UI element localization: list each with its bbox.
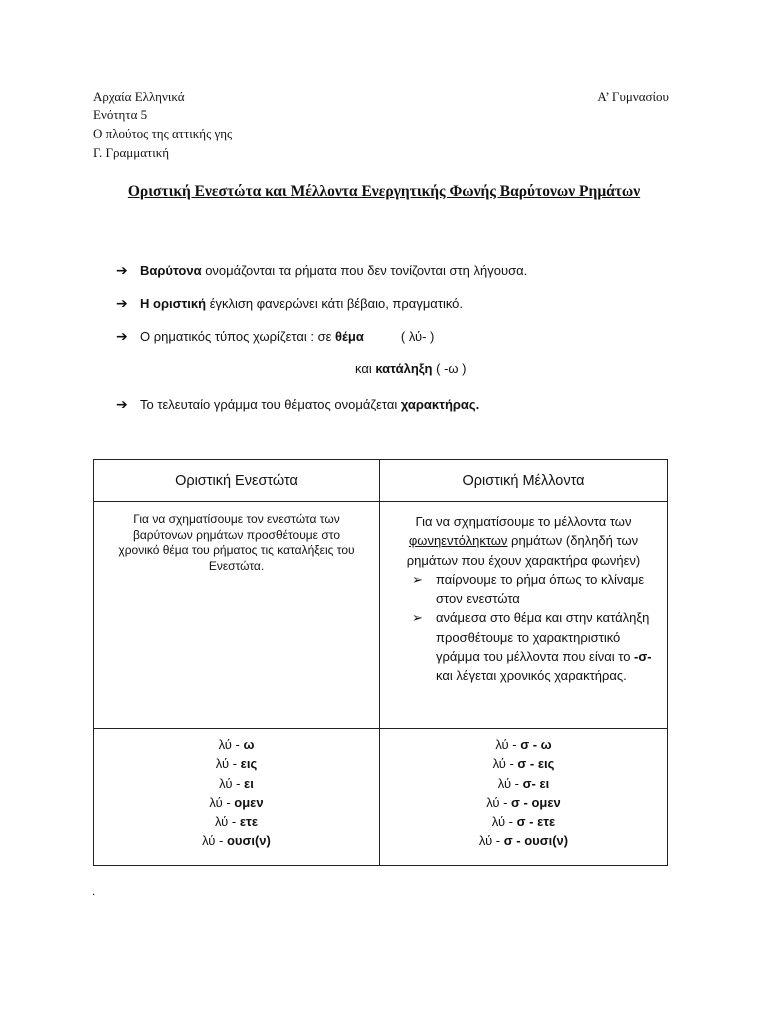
bullet-bold: Η οριστική — [140, 296, 207, 311]
arrowhead-icon: ➢ — [412, 571, 423, 587]
bullet-item — [116, 294, 463, 313]
bullet-suffix: ( -ω ) — [432, 361, 467, 376]
future-form: λύ - σ - ετε — [491, 814, 556, 830]
present-form: λύ - ει — [219, 775, 254, 791]
arrow-icon: ➔ — [116, 295, 128, 311]
unit-label: Ενότητα 5 — [93, 107, 148, 122]
bullet-bold: θέμα — [335, 329, 364, 344]
present-forms — [94, 729, 380, 866]
arrow-icon: ➔ — [116, 396, 128, 412]
present-form: λύ - ουσι(ν) — [202, 833, 271, 849]
header-future: Οριστική Μέλλοντα — [380, 460, 668, 502]
header-present: Οριστική Ενεστώτα — [94, 460, 380, 502]
table-row — [94, 729, 668, 866]
bullet-text: Το τελευταίο γράμμα του θέματος ονομάζεται — [140, 397, 401, 412]
present-description: Για να σχηματίσουμε τον ενεστώτα των βαρύτονων ρημάτων προσθέτουμε στο χρονικό θέμα του ρήματος τις καταλήξεις του Ενεστώτα. — [94, 502, 380, 729]
arrowhead-icon: ➢ — [412, 610, 423, 626]
bullet-text: έγκλιση φανερώνει κάτι βέβαιο, πραγματικό. — [206, 296, 464, 311]
bullet-suffix: ( λύ- ) — [400, 329, 435, 344]
underlined-term: φωνηεντόληκτων — [408, 533, 508, 549]
future-description — [380, 502, 668, 729]
future-form: λύ - σ - ουσι(ν) — [478, 833, 569, 849]
future-form: λύ - σ - εις — [492, 756, 555, 772]
sigma-marker: -σ- — [634, 649, 652, 665]
bullet-bold: Βαρύτονα — [140, 263, 202, 278]
arrow-icon: ➔ — [116, 262, 128, 278]
section-label: Γ. Γραμματική — [93, 145, 170, 160]
present-form: λύ - εις — [215, 756, 258, 772]
bullet-bold: χαρακτήρας. — [400, 397, 480, 412]
future-form: λύ - σ- ει — [497, 775, 550, 791]
future-form: λύ - σ - ομεν — [486, 794, 561, 810]
future-step-1: ➢ παίρνουμε το ρήμα όπως το κλίναμε στον ενεστώτα — [386, 570, 661, 609]
footer-mark: . — [92, 884, 96, 898]
bullet-text: Ο ρηματικός τύπος χωρίζεται : σε — [140, 329, 336, 344]
arrow-icon: ➔ — [116, 328, 128, 344]
bullet-item — [116, 327, 434, 346]
bullet-item — [116, 261, 527, 280]
future-forms — [380, 729, 668, 866]
bullet-text: ονομάζονται τα ρήματα που δεν τονίζονται στη λήγουσα. — [201, 263, 528, 278]
bullet-text: και — [355, 361, 376, 376]
future-intro: Για να σχηματίσουμε το μέλλοντα των φωνηεντόληκτων ρημάτων (δηληδή των ρημάτων που έχουν χαρακτήρα φωνήεν) — [406, 514, 641, 568]
subject-label: Αρχαία Ελληνικά — [93, 89, 185, 104]
bullet-continuation — [355, 360, 467, 378]
grade-label: Α’ Γυμνασίου — [597, 89, 669, 104]
present-form: λύ - ετε — [214, 814, 258, 830]
table-row — [94, 502, 668, 729]
page-title: Οριστική Ενεστώτα και Μέλλοντα Ενεργητικής Φωνής Βαρύτονων Ρημάτων — [127, 183, 641, 200]
bullet-item — [116, 395, 479, 414]
bullet-bold: κατάληξη — [375, 361, 433, 376]
present-form: λύ - ω — [218, 737, 255, 752]
future-step-2: ➢ ανάμεσα στο θέμα και στην κατάληξη προσθέτουμε το χαρακτηριστικό γράμμα του μέλλοντα που είναι το -σ- — [386, 608, 661, 666]
grammar-table — [93, 459, 668, 866]
table-header-row — [94, 460, 668, 502]
future-form: λύ - σ - ω — [495, 737, 552, 752]
lesson-label: Ο πλούτος της αττικής γης — [93, 126, 233, 141]
future-step-2-continued: και λέγεται χρονικός χαρακτήρας. — [436, 668, 627, 684]
present-form: λύ - ομεν — [209, 794, 264, 810]
